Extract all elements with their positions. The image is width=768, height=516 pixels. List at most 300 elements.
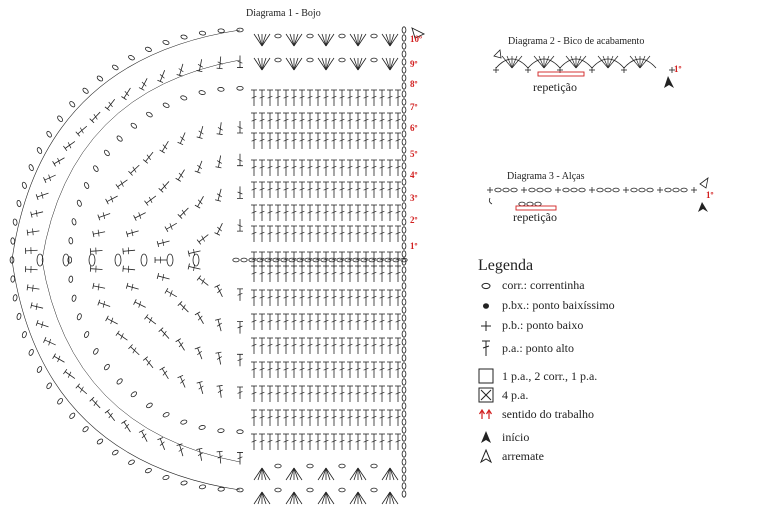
chain-stitch — [402, 195, 406, 201]
double-crochet — [121, 88, 130, 100]
double-crochet — [106, 196, 118, 204]
chain-stitch — [162, 40, 169, 46]
single-crochet — [525, 67, 531, 73]
legend-item-slip — [478, 296, 615, 314]
double-crochet — [339, 266, 345, 282]
double-crochet — [371, 205, 377, 221]
double-crochet — [267, 90, 273, 106]
double-crochet — [123, 266, 135, 273]
double-crochet — [215, 319, 222, 331]
double-crochet — [157, 70, 164, 82]
single-crochet — [555, 187, 561, 193]
double-crochet — [315, 205, 321, 221]
chain-stitch — [180, 419, 187, 425]
double-crochet — [339, 90, 345, 106]
double-crochet — [363, 434, 369, 450]
double-crochet — [275, 205, 281, 221]
double-crochet — [395, 226, 401, 242]
chain-stitch — [402, 339, 406, 345]
double-crochet — [363, 160, 369, 176]
double-crochet — [217, 385, 223, 397]
chain-stitch — [402, 451, 406, 457]
double-crochet — [259, 113, 265, 129]
shell-fan — [254, 468, 270, 480]
double-crochet — [283, 362, 289, 378]
double-crochet — [315, 410, 321, 426]
double-crochet — [395, 314, 401, 330]
legend-item-double — [478, 339, 574, 357]
double-crochet — [291, 338, 297, 354]
shell-fan — [254, 492, 270, 504]
double-crochet — [395, 133, 401, 149]
double-crochet — [76, 126, 87, 136]
chain-stitch — [307, 34, 313, 38]
double-crochet — [157, 273, 169, 281]
chain-stitch — [402, 83, 406, 89]
double-crochet — [379, 362, 385, 378]
row-number: 5º — [410, 149, 418, 159]
double-crochet — [355, 362, 361, 378]
center-oval — [141, 254, 147, 266]
chain-stitch — [112, 64, 119, 71]
single-crochet — [487, 187, 493, 193]
chain-stitch — [402, 291, 406, 297]
double-crochet — [90, 248, 102, 255]
chain-stitch — [402, 99, 406, 105]
chain-stitch — [57, 398, 64, 405]
double-crochet — [259, 434, 265, 450]
double-crochet — [315, 314, 321, 330]
chain-stitch — [402, 299, 406, 305]
double-crochet — [143, 152, 153, 163]
chain-stitch — [402, 347, 406, 353]
chain-stitch — [82, 87, 89, 94]
chain-stitch — [647, 188, 653, 192]
double-crochet — [299, 338, 305, 354]
double-crochet — [283, 338, 289, 354]
double-crochet — [395, 266, 401, 282]
legend-title: Legenda — [478, 257, 534, 274]
shell-fan — [286, 492, 302, 504]
double-crochet — [237, 387, 243, 399]
row-number: 6º — [410, 123, 418, 133]
double-crochet — [323, 314, 329, 330]
double-crochet — [379, 113, 385, 129]
chain-stitch — [495, 188, 501, 192]
chain-stitch — [402, 219, 406, 225]
legend-item-start — [478, 428, 529, 446]
double-crochet — [251, 205, 257, 221]
chain-stitch — [402, 443, 406, 449]
double-crochet — [195, 196, 204, 208]
double-crochet — [347, 434, 353, 450]
double-crochet — [283, 160, 289, 176]
double-crochet — [347, 338, 353, 354]
double-crochet — [363, 182, 369, 198]
double-crochet — [363, 410, 369, 426]
double-crochet — [387, 338, 393, 354]
chain-stitch — [199, 90, 206, 95]
row-number: 9º — [410, 59, 418, 69]
edging-shell — [592, 56, 624, 68]
chain-stitch — [275, 464, 281, 468]
chain-stitch — [665, 188, 671, 192]
chain-stitch — [146, 111, 153, 118]
double-crochet — [283, 113, 289, 129]
double-crochet — [188, 249, 200, 256]
chain-stitch — [93, 348, 100, 355]
double-crochet — [251, 314, 257, 330]
double-crochet — [237, 56, 243, 68]
chain-stitch — [613, 188, 619, 192]
center-oval — [115, 254, 121, 266]
double-crochet — [371, 434, 377, 450]
chain-stitch — [402, 67, 406, 73]
double-crochet — [355, 410, 361, 426]
single-crochet — [657, 187, 663, 193]
double-crochet — [331, 338, 337, 354]
double-crochet — [259, 338, 265, 354]
double-crochet — [387, 410, 393, 426]
chain-stitch — [13, 294, 18, 301]
double-crochet — [275, 113, 281, 129]
double-crochet — [237, 452, 243, 464]
shell-fan — [254, 58, 270, 70]
double-crochet — [307, 290, 313, 306]
double-crochet — [363, 386, 369, 402]
single-crochet-icon — [478, 317, 494, 333]
double-crochet — [267, 314, 273, 330]
double-crochet — [379, 226, 385, 242]
chain-stitch — [339, 58, 345, 62]
center-oval — [89, 254, 95, 266]
double-crochet — [307, 133, 313, 149]
chain-stitch — [402, 459, 406, 465]
chain-stitch — [241, 258, 247, 262]
double-crochet — [323, 362, 329, 378]
double-crochet — [251, 410, 257, 426]
chain-stitch — [402, 283, 406, 289]
chain-stitch — [402, 203, 406, 209]
chain-stitch — [402, 483, 406, 489]
double-crochet — [251, 226, 257, 242]
diagram2-title: Diagrama 2 - Bico de acabamento — [508, 36, 645, 47]
double-crochet — [363, 226, 369, 242]
chain-stitch — [112, 449, 119, 456]
double-crochet — [76, 384, 87, 394]
legend-label: p.b.: ponto baixo — [502, 317, 584, 332]
chain-stitch — [631, 188, 637, 192]
chain-stitch — [402, 251, 406, 257]
double-crochet — [299, 205, 305, 221]
double-crochet — [178, 132, 186, 144]
double-crochet — [347, 113, 353, 129]
chain-stitch — [36, 147, 42, 154]
double-crochet — [126, 283, 138, 291]
double-crochet — [299, 290, 305, 306]
double-crochet — [259, 182, 265, 198]
shell-fan — [382, 468, 398, 480]
edging-shell — [624, 56, 656, 68]
double-crochet — [355, 182, 361, 198]
chain-stitch — [402, 475, 406, 481]
chain-stitch — [96, 438, 103, 445]
double-crochet — [323, 182, 329, 198]
double-crochet — [259, 90, 265, 106]
double-crochet — [315, 160, 321, 176]
chain-stitch — [218, 428, 225, 432]
double-crochet — [25, 266, 37, 273]
double-crochet — [275, 90, 281, 106]
row-number: 4º — [410, 170, 418, 180]
chain-stitch-icon — [478, 277, 494, 293]
double-crochet — [299, 386, 305, 402]
double-crochet — [106, 316, 118, 324]
double-crochet — [275, 362, 281, 378]
double-crochet — [347, 410, 353, 426]
double-crochet — [160, 141, 169, 153]
shell-fan — [254, 34, 270, 46]
double-crochet — [371, 160, 377, 176]
chain-stitch — [579, 188, 585, 192]
double-crochet — [371, 90, 377, 106]
double-crochet — [283, 182, 289, 198]
double-crochet — [215, 189, 222, 201]
double-crochet — [259, 410, 265, 426]
double-crochet — [267, 205, 273, 221]
legend-label: 1 p.a., 2 corr., 1 p.a. — [502, 368, 598, 383]
chain-stitch — [46, 130, 53, 137]
double-crochet — [347, 160, 353, 176]
double-crochet — [291, 410, 297, 426]
double-crochet — [275, 133, 281, 149]
row-number: 8º — [410, 79, 418, 89]
chain-stitch — [402, 323, 406, 329]
edging-shell — [528, 56, 560, 68]
chain-stitch — [402, 387, 406, 393]
chain-stitch — [82, 426, 89, 433]
double-crochet — [355, 113, 361, 129]
double-crochet — [121, 420, 130, 432]
double-crochet — [331, 434, 337, 450]
chain-stitch — [116, 378, 123, 385]
double-crochet — [267, 182, 273, 198]
chain-stitch — [371, 58, 377, 62]
chain-stitch — [563, 188, 569, 192]
double-crochet — [116, 180, 128, 189]
double-crochet — [339, 362, 345, 378]
legend-item-empty-square — [478, 367, 597, 385]
double-crochet — [347, 133, 353, 149]
chain-stitch — [199, 31, 206, 36]
double-crochet — [98, 212, 110, 220]
double-crochet — [291, 90, 297, 106]
double-crochet — [27, 284, 39, 291]
double-crochet — [43, 337, 55, 345]
double-crochet — [323, 226, 329, 242]
double-crochet — [371, 290, 377, 306]
double-crochet — [347, 182, 353, 198]
double-crochet — [291, 290, 297, 306]
double-crochet — [93, 283, 105, 290]
double-crochet — [395, 434, 401, 450]
chain-stitch — [339, 488, 345, 492]
chain-stitch — [402, 467, 406, 473]
double-crochet — [323, 90, 329, 106]
double-crochet — [379, 182, 385, 198]
double-crochet — [259, 314, 265, 330]
double-crochet — [339, 386, 345, 402]
single-crochet — [621, 67, 627, 73]
row-number: 10º — [410, 34, 422, 44]
double-crochet — [299, 113, 305, 129]
double-crochet — [339, 226, 345, 242]
double-crochet — [379, 133, 385, 149]
chain-stitch — [402, 115, 406, 121]
double-crochet — [347, 90, 353, 106]
legend-label: início — [502, 429, 530, 444]
shell-fan — [318, 468, 334, 480]
double-crochet — [315, 226, 321, 242]
chain-stitch — [402, 171, 406, 177]
double-crochet — [339, 338, 345, 354]
double-crochet — [251, 113, 257, 129]
chain-stitch — [402, 395, 406, 401]
double-crochet — [299, 266, 305, 282]
chain-stitch — [11, 238, 15, 245]
double-crochet — [275, 266, 281, 282]
double-crochet — [339, 410, 345, 426]
double-crochet — [299, 434, 305, 450]
double-crochet — [165, 223, 177, 232]
double-crochet — [275, 182, 281, 198]
chain-stitch — [13, 219, 18, 226]
double-crochet — [355, 205, 361, 221]
double-crochet — [237, 154, 243, 166]
double-crochet — [347, 314, 353, 330]
double-crochet — [323, 133, 329, 149]
double-crochet — [123, 247, 135, 254]
double-crochet — [275, 226, 281, 242]
double-crochet — [267, 266, 273, 282]
chain-stitch — [84, 331, 90, 338]
double-crochet — [145, 314, 156, 324]
chain-stitch — [402, 51, 406, 57]
double-crochet — [299, 182, 305, 198]
double-crochet — [43, 175, 55, 183]
empty-square-icon — [478, 368, 494, 384]
chain-stitch — [511, 188, 517, 192]
double-crochet — [251, 434, 257, 450]
chain-stitch — [218, 87, 225, 91]
double-crochet — [215, 223, 223, 235]
double-crochet — [267, 113, 273, 129]
double-crochet — [379, 290, 385, 306]
chain-stitch — [402, 379, 406, 385]
double-crochet — [363, 133, 369, 149]
double-crochet — [291, 362, 297, 378]
double-crochet — [195, 347, 202, 359]
chain-stitch — [402, 131, 406, 137]
start-arrow — [664, 76, 674, 88]
double-crochet — [379, 266, 385, 282]
double-crochet — [217, 122, 223, 134]
double-crochet — [331, 362, 337, 378]
legend-label: sentido do trabalho — [502, 406, 594, 421]
chain-stitch — [673, 188, 679, 192]
double-crochet — [291, 266, 297, 282]
double-crochet — [387, 113, 393, 129]
single-crochet — [589, 187, 595, 193]
double-crochet — [128, 345, 139, 355]
double-crochet — [237, 219, 243, 231]
legend-item-crossed-square — [478, 386, 528, 404]
double-crochet — [259, 266, 265, 282]
double-crochet — [379, 90, 385, 106]
chain-stitch — [128, 459, 135, 465]
chain-stitch — [93, 165, 100, 172]
chain-stitch — [402, 419, 406, 425]
double-crochet — [159, 328, 169, 339]
chain-stitch — [605, 188, 611, 192]
double-crochet — [395, 338, 401, 354]
chain-stitch — [371, 488, 377, 492]
double-crochet — [331, 205, 337, 221]
double-crochet — [267, 226, 273, 242]
double-crochet — [275, 434, 281, 450]
double-crochet — [90, 397, 100, 408]
chain-stitch — [339, 464, 345, 468]
double-crochet — [291, 386, 297, 402]
double-crochet — [395, 90, 401, 106]
chain-stitch — [28, 349, 34, 356]
double-crochet — [339, 113, 345, 129]
double-crochet — [291, 133, 297, 149]
double-crochet — [53, 158, 65, 167]
double-crochet — [339, 160, 345, 176]
start-arrow-icon — [478, 429, 494, 445]
chain-stitch — [275, 34, 281, 38]
double-crochet — [379, 434, 385, 450]
double-crochet — [283, 266, 289, 282]
double-crochet — [387, 434, 393, 450]
shell-fan — [350, 58, 366, 70]
chain-stitch — [402, 315, 406, 321]
chain-stitch — [22, 331, 28, 338]
shell-fan — [350, 34, 366, 46]
chain-stitch — [527, 202, 533, 206]
double-crochet — [387, 290, 393, 306]
chain-stitch — [371, 464, 377, 468]
chain-stitch — [529, 188, 535, 192]
double-crochet — [355, 314, 361, 330]
double-crochet — [307, 205, 313, 221]
double-crochet — [355, 338, 361, 354]
double-crochet — [275, 290, 281, 306]
chain-stitch — [307, 464, 313, 468]
double-crochet — [299, 314, 305, 330]
chain-stitch — [402, 371, 406, 377]
double-crochet — [315, 133, 321, 149]
shell-fan — [382, 492, 398, 504]
shell-fan — [318, 492, 334, 504]
chain-stitch — [69, 101, 76, 108]
double-crochet — [251, 160, 257, 176]
double-crochet — [315, 362, 321, 378]
double-crochet — [283, 434, 289, 450]
chain-stitch — [639, 188, 645, 192]
double-crochet — [237, 289, 243, 301]
